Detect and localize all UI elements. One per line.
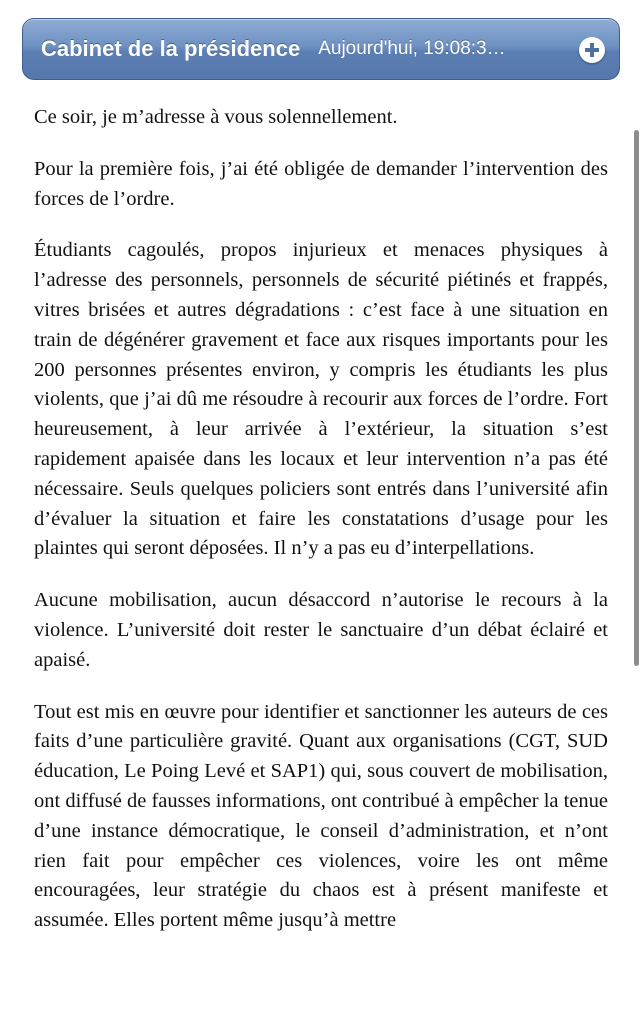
paragraph: Tout est mis en œuvre pour identifier et sanctionner les auteurs de ces faits d’une particulière gravité. Quant aux organisations (CGT, SUD éducation, Le Poing Levé et SAP1) qui, sous couvert de mobilisation, ont diffusé de fausses informations, ont contribué à empêcher la tenue d’une instance démocratique, le conseil d’administration, et n’ont rien fait pour empêcher ces violences, voire les ont même encouragées, leur stratégie du chaos est à présent manifeste et assumée. Elles portent même jusqu’à mettre [34, 700, 609, 932]
add-icon[interactable] [579, 37, 605, 63]
paragraph: Pour la première fois, j’ai été obligée de demander l’intervention des forces de l’ordre. [34, 157, 608, 210]
scrollbar[interactable] [634, 130, 639, 666]
paragraph: Aucune mobilisation, aucun désaccord n’autorise le recours à la violence. L’université doit rester le sanctuaire d’un débat éclairé et apaisé. [34, 589, 608, 671]
message-body [34, 103, 608, 958]
sender-title: Cabinet de la présidence [41, 36, 301, 61]
message-header [22, 18, 620, 80]
message-timestamp: Aujourd'hui, 19:08:3… [318, 38, 506, 59]
paragraph: Étudiants cagoulés, propos injurieux et menaces physiques à l’adresse des personnels, personnels de sécurité piétinés et frappés, vitres brisées et autres dégradations : c’est face à une situation en train de dégénérer gravement et face aux risques importants pour les 200 personnes présentes environ, y compris les étudiants les plus violents, que j’ai dû me résoudre à recourir aux forces de l’ordre. Fort heureusement, à leur arrivée à l’extérieur, la situation s’est rapidement apaisée dans les locaux et leur intervention n’a pas été nécessaire. Seuls quelques policiers sont entrés dans l’université afin d’évaluer la situation et faire les constatations d’usage pour les plaintes qui seront déposées. Il n’y a pas eu d’interpellations. [34, 239, 608, 560]
paragraph: Ce soir, je m’adresse à vous solennellement. [34, 106, 398, 128]
